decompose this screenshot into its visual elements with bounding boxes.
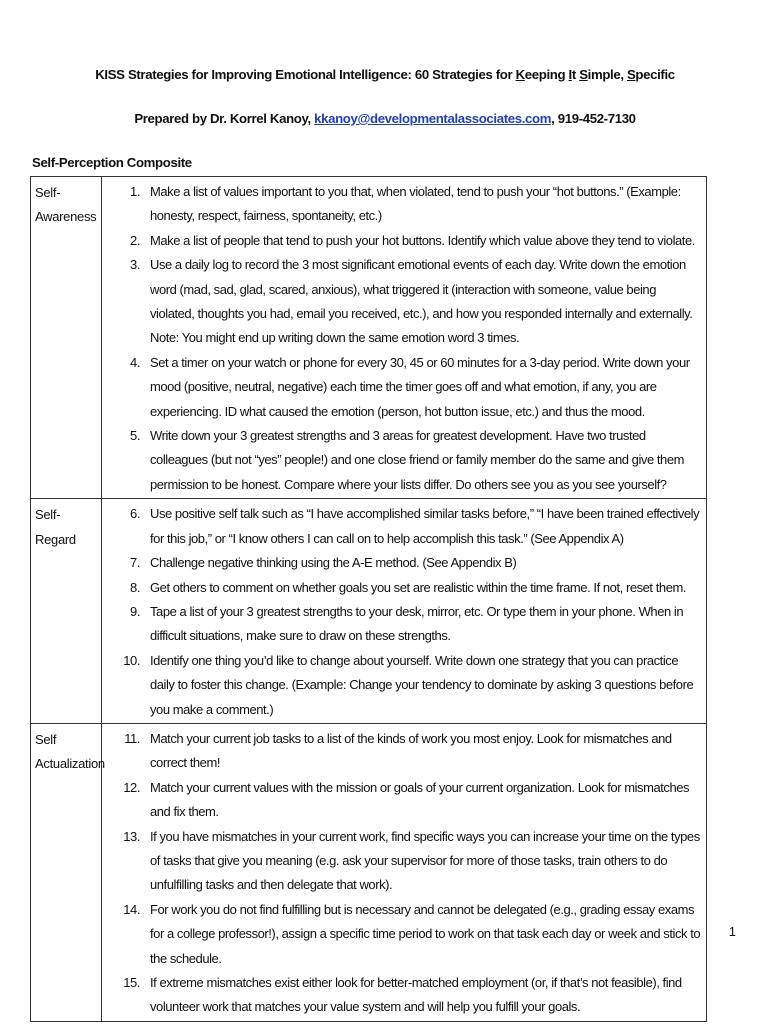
strategy-item bbox=[102, 180, 702, 229]
strategy-item bbox=[102, 253, 702, 351]
strategy-number: 10. bbox=[123, 652, 140, 668]
strategy-item bbox=[102, 424, 702, 497]
strategy-number: 14. bbox=[123, 901, 140, 917]
strategy-list bbox=[102, 502, 702, 722]
strategies-table bbox=[30, 176, 707, 1022]
strategy-item bbox=[102, 502, 702, 551]
section-row bbox=[31, 723, 707, 1021]
strategy-text: Match your current job tasks to a list of the kinds of work you most enjoy. Look for mismatches and correct them! bbox=[150, 730, 672, 771]
section-heading: Self-Perception Composite bbox=[32, 155, 192, 170]
strategy-item bbox=[102, 776, 702, 825]
strategy-item bbox=[102, 825, 702, 898]
title-imple: imple, bbox=[587, 67, 627, 82]
strategy-text: Get others to comment on whether goals you set are realistic within the time frame. If not, reset them. bbox=[150, 579, 687, 595]
strategy-text: If you have mismatches in your current work, find specific ways you can increase your time on the types of tasks that give you meaning (e.g. ask your supervisor for more of those tasks, train others to do unfulfilling tasks and then delegate that work). bbox=[150, 828, 700, 893]
strategy-number: 1. bbox=[130, 184, 140, 199]
page-number: 1 bbox=[728, 924, 736, 939]
category-label-line: Awareness bbox=[35, 209, 97, 225]
category-cell bbox=[31, 499, 102, 724]
section-row bbox=[31, 177, 707, 499]
strategy-list bbox=[102, 180, 702, 497]
strategy-text: Challenge negative thinking using the A-E method. (See Appendix B) bbox=[150, 555, 517, 571]
strategy-number: 5. bbox=[130, 428, 140, 444]
category-cell bbox=[31, 177, 102, 499]
strategy-text: Make a list of people that tend to push your hot buttons. Identify which value above they tend to violate. bbox=[150, 232, 695, 248]
phone-text: , 919-452-7130 bbox=[551, 111, 636, 126]
strategy-number: 9. bbox=[130, 603, 140, 619]
author-text: Prepared by Dr. Korrel Kanoy, bbox=[134, 111, 315, 126]
strategy-item bbox=[102, 600, 702, 649]
title-text: KISS Strategies for Improving Emotional Intelligence: 60 Strategies for bbox=[95, 67, 516, 82]
strategy-text: Use a daily log to record the 3 most significant emotional events of each day. Write down the emotion word (mad, sad, glad, scared, anxious), what triggered it (interaction with someone, value being violated, thoughts you had, email you received, etc.), and how you responded internally and externally. Note: You might end up writing down the same emotion word 3 times. bbox=[150, 257, 693, 346]
strategies-cell bbox=[102, 177, 707, 499]
strategy-item bbox=[102, 551, 702, 575]
category-label-line: Actualization bbox=[35, 756, 105, 772]
category-label-line: Self bbox=[35, 731, 57, 747]
strategy-text: If extreme mismatches exist either look for better-matched employment (or, if that’s not feasible), find volunteer work that matches your value system and will help you fulfill your goals. bbox=[150, 975, 682, 1015]
section-row bbox=[31, 499, 707, 724]
strategy-number: 11. bbox=[124, 730, 140, 746]
strategy-text: Write down your 3 greatest strengths and 3 areas for greatest development. Have two trusted colleagues (but not “yes” people!) and one close friend or family member do the same and give them permission to be honest. Compare where your lists differ. Do others see you as you see yourself? bbox=[150, 428, 684, 492]
strategy-text: Tape a list of your 3 greatest strengths to your desk, mirror, etc. Or type them in your phone. When in difficult situations, make sure to draw on these strengths. bbox=[150, 603, 684, 644]
strategy-number: 13. bbox=[123, 828, 140, 844]
strategy-item bbox=[102, 727, 702, 776]
title-k: K bbox=[515, 67, 525, 82]
strategy-number: 15. bbox=[123, 975, 140, 990]
strategies-cell bbox=[102, 499, 707, 724]
strategy-item bbox=[102, 229, 702, 253]
strategy-item bbox=[102, 971, 702, 1020]
strategy-list bbox=[102, 727, 702, 1020]
strategies-cell bbox=[102, 723, 707, 1021]
strategy-number: 3. bbox=[130, 257, 140, 273]
strategy-item bbox=[102, 576, 702, 600]
title-s: S bbox=[579, 67, 588, 82]
strategy-item bbox=[102, 649, 702, 722]
strategy-number: 12. bbox=[123, 779, 140, 795]
strategy-text: For work you do not find fulfilling but is necessary and cannot be delegated (e.g., grading essay exams for a college professor!), assign a specific time period to work on that task each day or week and stick to the schedule. bbox=[150, 901, 701, 966]
title-eeping: eeping bbox=[524, 67, 569, 82]
title-i: I bbox=[568, 67, 572, 82]
email-link[interactable]: kkanoy@developmentalassociates.com bbox=[314, 111, 552, 126]
strategy-item bbox=[102, 898, 702, 971]
strategy-number: 6. bbox=[130, 506, 140, 522]
author-line bbox=[0, 111, 770, 126]
strategy-text: Set a timer on your watch or phone for every 30, 45 or 60 minutes for a 3-day period. Write down your mood (positive, neutral, negative) each time the timer goes off and what emotion, if any, you are experiencing. ID what caused the emotion (person, hot button issue, etc.) and thus the mood. bbox=[150, 354, 690, 419]
category-label-line: Self-Regard bbox=[35, 507, 76, 547]
strategy-number: 8. bbox=[130, 579, 140, 595]
title-s2: S bbox=[626, 67, 636, 82]
strategy-text: Use positive self talk such as “I have accomplished similar tasks before,” “I have been trained effectively for this job,” or “I know others I can call on to help accomplish this task.” (See Appendix A) bbox=[150, 506, 700, 546]
category-cell bbox=[31, 723, 105, 1021]
strategy-number: 4. bbox=[130, 354, 140, 370]
title-t: t bbox=[571, 67, 580, 82]
document-title bbox=[0, 67, 770, 82]
strategy-text: Make a list of values important to you that, when violated, tend to push your “hot buttons.” (Example: honesty, respect, fairness, spontaneity, etc.) bbox=[150, 184, 681, 224]
strategy-text: Identify one thing you’d like to change about yourself. Write down one strategy that you can practice daily to foster this change. (Example: Change your tendency to dominate by asking 3 questions before you make a comment.) bbox=[150, 652, 694, 717]
strategy-item bbox=[102, 351, 702, 424]
strategy-text: Match your current values with the mission or goals of your current organization. Look for mismatches and fix them. bbox=[150, 779, 690, 820]
strategy-number: 2. bbox=[130, 232, 140, 248]
title-pecific: pecific bbox=[635, 67, 675, 82]
strategy-number: 7. bbox=[130, 555, 140, 571]
category-label-line: Self- bbox=[35, 185, 61, 200]
